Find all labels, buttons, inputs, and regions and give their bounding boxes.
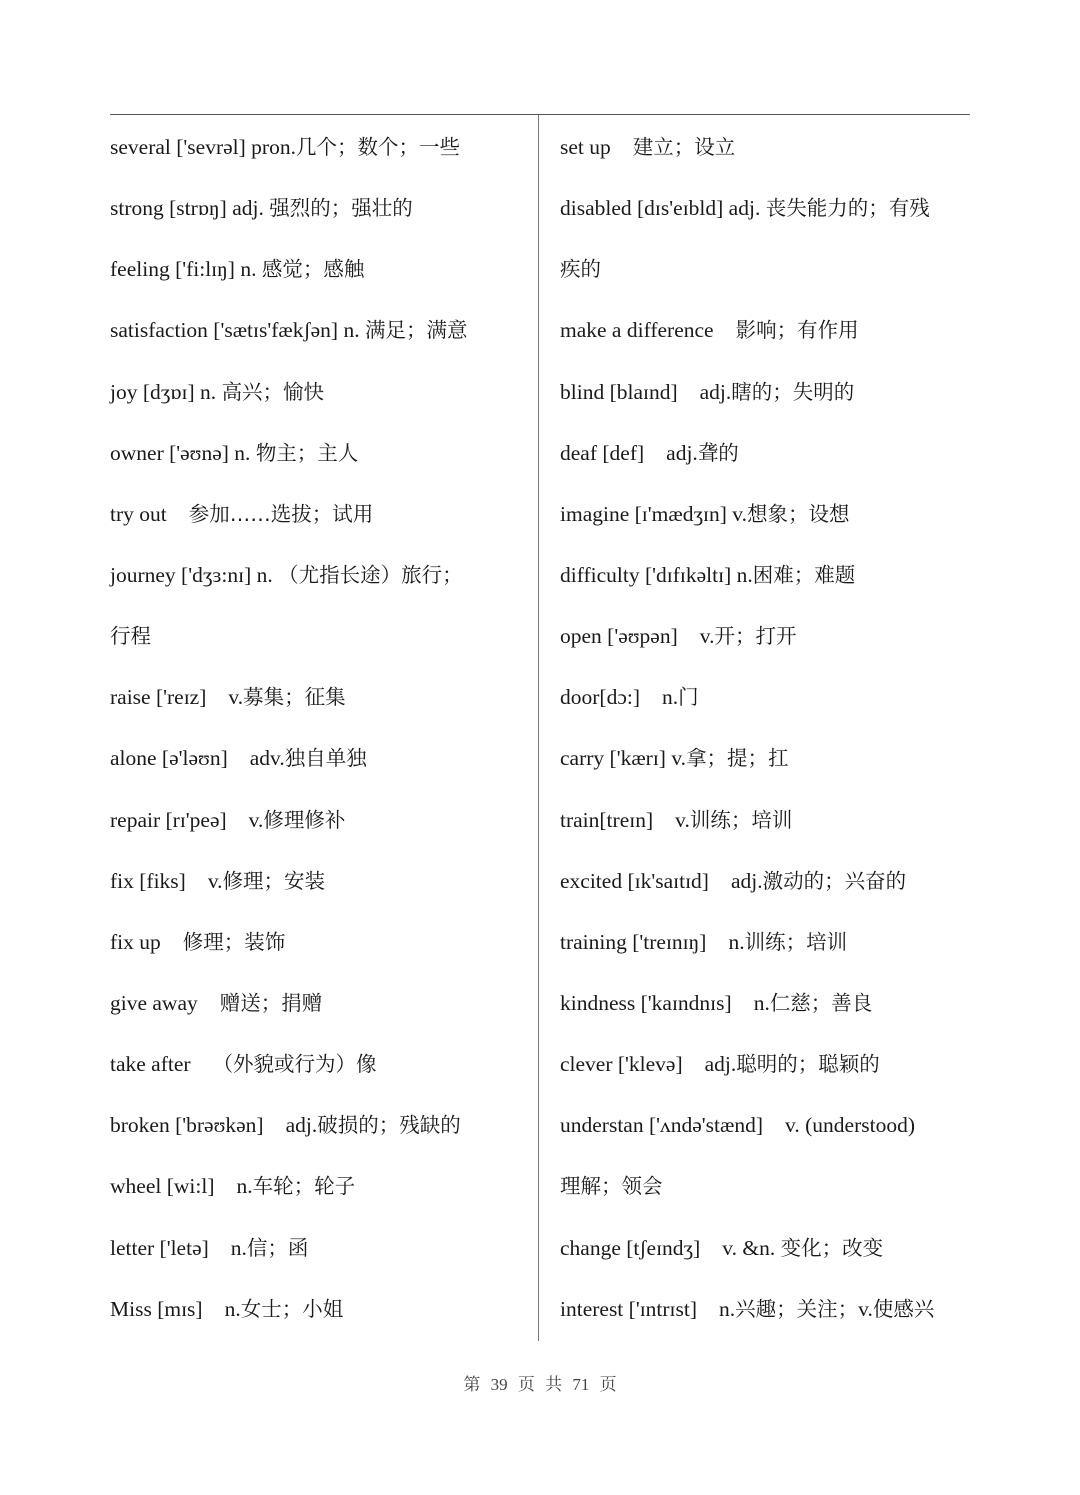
- entry-meaning: v.募集；征集: [228, 685, 346, 710]
- entry-meaning: adj.聋的: [666, 440, 739, 465]
- entry-word-phonetic: wheel [wi:l]: [110, 1174, 215, 1199]
- entry-meaning: 行程: [110, 624, 151, 649]
- vocabulary-entry: [110, 667, 530, 728]
- vocabulary-entry: [560, 1034, 980, 1095]
- vocabulary-entry: [110, 728, 530, 789]
- column-divider: [538, 115, 539, 1341]
- entry-word-phonetic: journey ['dʒɜ:nɪ] n.: [110, 562, 279, 587]
- vocabulary-entry: [560, 790, 980, 851]
- vocabulary-entry: [560, 851, 980, 912]
- vocabulary-entry: [560, 117, 980, 178]
- vocabulary-entry: [110, 300, 530, 361]
- vocabulary-entry: [110, 790, 530, 851]
- entry-word-phonetic: satisfaction ['sætɪs'fækʃən] n.: [110, 318, 365, 343]
- vocabulary-entry: [110, 1156, 530, 1217]
- entry-meaning: adj.激动的；兴奋的: [730, 868, 907, 893]
- page-footer: 第 39 页 共 71 页: [463, 1375, 617, 1394]
- entry-meaning: n.兴趣；关注；v.使感兴: [719, 1296, 935, 1321]
- vocabulary-entry: [110, 912, 530, 973]
- vocabulary-entry: [110, 117, 530, 178]
- right-vocabulary-column: [560, 117, 980, 1340]
- vocabulary-entry: [560, 1279, 980, 1340]
- entry-meaning: n.车轮；轮子: [236, 1174, 356, 1199]
- entry-meaning: n.信；函: [230, 1235, 309, 1260]
- entry-word-phonetic: training ['treɪnɪŋ]: [560, 929, 707, 954]
- entry-meaning: 几个；数个；一些: [295, 135, 460, 159]
- entry-meaning: adj.聪明的；聪颖的: [704, 1052, 880, 1077]
- entry-meaning: （外貌或行为）像: [212, 1052, 377, 1077]
- entry-word-phonetic: change [tʃeɪndʒ]: [560, 1235, 701, 1260]
- vocabulary-entry: [110, 851, 530, 912]
- entry-word-phonetic: letter ['letə]: [110, 1235, 209, 1260]
- entry-word-phonetic: fix up: [110, 929, 161, 954]
- vocabulary-entry: [110, 1095, 530, 1156]
- vocabulary-entry: [560, 912, 980, 973]
- entry-meaning: 影响；有作用: [735, 318, 859, 343]
- entry-meaning: v.修理；安装: [207, 868, 326, 893]
- entry-meaning: 丧失能力的；有残: [765, 196, 930, 221]
- vocabulary-entry: [110, 239, 530, 300]
- entry-meaning: 高兴；愉快: [221, 379, 325, 404]
- entry-word-phonetic: difficulty ['dɪfɪkəltɪ] n.: [560, 562, 753, 587]
- vocabulary-entry: [560, 667, 980, 728]
- entry-meaning: 疾的: [560, 257, 601, 282]
- entry-word-phonetic: give away: [110, 990, 198, 1015]
- entry-word-phonetic: several ['sevrəl] pron.: [110, 135, 296, 159]
- vocabulary-entry: [110, 423, 530, 484]
- top-horizontal-rule: [110, 114, 970, 115]
- vocabulary-entry: [560, 973, 980, 1034]
- entry-meaning: 建立；设立: [632, 135, 736, 159]
- entry-word-phonetic: try out: [110, 501, 167, 526]
- entry-word-phonetic: make a difference: [560, 318, 714, 343]
- entry-word-phonetic: feeling ['fi:lɪŋ] n.: [110, 257, 262, 282]
- entry-word-phonetic: carry ['kærɪ] v.: [560, 746, 687, 771]
- vocabulary-entry: [110, 178, 530, 239]
- entry-word-phonetic: fix [fiks]: [110, 868, 186, 893]
- vocabulary-entry: [560, 606, 980, 667]
- vocabulary-entry: [560, 1156, 980, 1217]
- entry-meaning: v. (understood): [785, 1113, 915, 1138]
- entry-word-phonetic: deaf [def]: [560, 440, 645, 465]
- vocabulary-entry: [560, 1218, 980, 1279]
- entry-meaning: adv.独自单独: [249, 746, 367, 771]
- entry-word-phonetic: imagine [ɪ'mædʒɪn] v.: [560, 501, 747, 526]
- vocabulary-entry: [110, 1279, 530, 1340]
- entry-meaning: v.训练；培训: [675, 807, 793, 832]
- entry-meaning: 拿；提；扛: [686, 746, 789, 771]
- entry-word-phonetic: open ['əʊpən]: [560, 624, 678, 649]
- entry-word-phonetic: Miss [mɪs]: [110, 1296, 203, 1321]
- vocabulary-entry: [560, 484, 980, 545]
- entry-word-phonetic: disabled [dɪs'eɪbld] adj.: [560, 196, 766, 221]
- entry-meaning: adj.瞎的；失明的: [699, 379, 855, 404]
- entry-word-phonetic: kindness ['kaɪndnɪs]: [560, 990, 732, 1015]
- entry-word-phonetic: train[treɪn]: [560, 807, 654, 832]
- entry-meaning: n.门: [662, 685, 699, 710]
- entry-word-phonetic: broken ['brəʊkən]: [110, 1113, 264, 1138]
- entry-word-phonetic: joy [dʒɒɪ] n.: [110, 379, 222, 404]
- entry-meaning: n.仁慈；善良: [753, 990, 873, 1015]
- vocabulary-entry: [110, 484, 530, 545]
- entry-meaning: 困难；难题: [752, 562, 856, 587]
- vocabulary-entry: [560, 178, 980, 239]
- entry-word-phonetic: raise ['reɪz]: [110, 685, 207, 710]
- entry-word-phonetic: alone [ə'ləʊn]: [110, 746, 228, 771]
- vocabulary-entry: [560, 1095, 980, 1156]
- vocabulary-entry: [560, 300, 980, 361]
- entry-meaning: 强烈的；强壮的: [269, 196, 413, 221]
- entry-meaning: 想象；设想: [746, 501, 850, 526]
- entry-word-phonetic: clever ['klevə]: [560, 1052, 683, 1077]
- entry-meaning: 赠送；捐赠: [219, 990, 323, 1015]
- vocabulary-entry: [110, 1034, 530, 1095]
- entry-meaning: 修理；装饰: [182, 929, 286, 954]
- entry-word-phonetic: interest ['ɪntrɪst]: [560, 1296, 698, 1321]
- entry-meaning: 满足；满意: [364, 318, 468, 343]
- entry-word-phonetic: owner ['əʊnə] n.: [110, 440, 256, 465]
- entry-meaning: n.训练；培训: [728, 929, 848, 954]
- entry-word-phonetic: strong [strɒŋ] adj.: [110, 196, 270, 221]
- entry-meaning: 参加……选拔；试用: [188, 501, 374, 526]
- entry-meaning: v.开；打开: [699, 624, 797, 649]
- vocabulary-entry: [110, 973, 530, 1034]
- entry-meaning: 物主；主人: [255, 440, 359, 465]
- vocabulary-entry: [560, 423, 980, 484]
- entry-meaning: v. &n. 变化；改变: [722, 1235, 884, 1260]
- entry-meaning: 理解；领会: [560, 1174, 663, 1199]
- entry-word-phonetic: understan ['ʌndə'stænd]: [560, 1113, 764, 1138]
- entry-meaning: adj.破损的；残缺的: [285, 1113, 461, 1138]
- vocabulary-entry: [110, 362, 530, 423]
- entry-meaning: 感觉；感触: [261, 257, 365, 282]
- entry-word-phonetic: door[dɔ:]: [560, 685, 640, 710]
- vocabulary-entry: [110, 545, 530, 606]
- entry-word-phonetic: take after: [110, 1052, 191, 1077]
- entry-word-phonetic: excited [ɪk'saɪtɪd]: [560, 868, 709, 893]
- vocabulary-entry: [110, 1218, 530, 1279]
- vocabulary-entry: [560, 239, 980, 300]
- entry-word-phonetic: blind [blaɪnd]: [560, 379, 678, 404]
- entry-meaning: v.修理修补: [248, 807, 346, 832]
- entry-word-phonetic: set up: [560, 135, 611, 159]
- vocabulary-entry: [560, 362, 980, 423]
- entry-meaning: n.女士；小姐: [224, 1296, 344, 1321]
- vocabulary-entry: [110, 606, 530, 667]
- entry-meaning: （尤指长途）旅行；: [278, 562, 463, 587]
- vocabulary-entry: [560, 545, 980, 606]
- vocabulary-entry: [560, 728, 980, 789]
- left-vocabulary-column: [110, 117, 530, 1340]
- entry-word-phonetic: repair [rɪ'peə]: [110, 807, 227, 832]
